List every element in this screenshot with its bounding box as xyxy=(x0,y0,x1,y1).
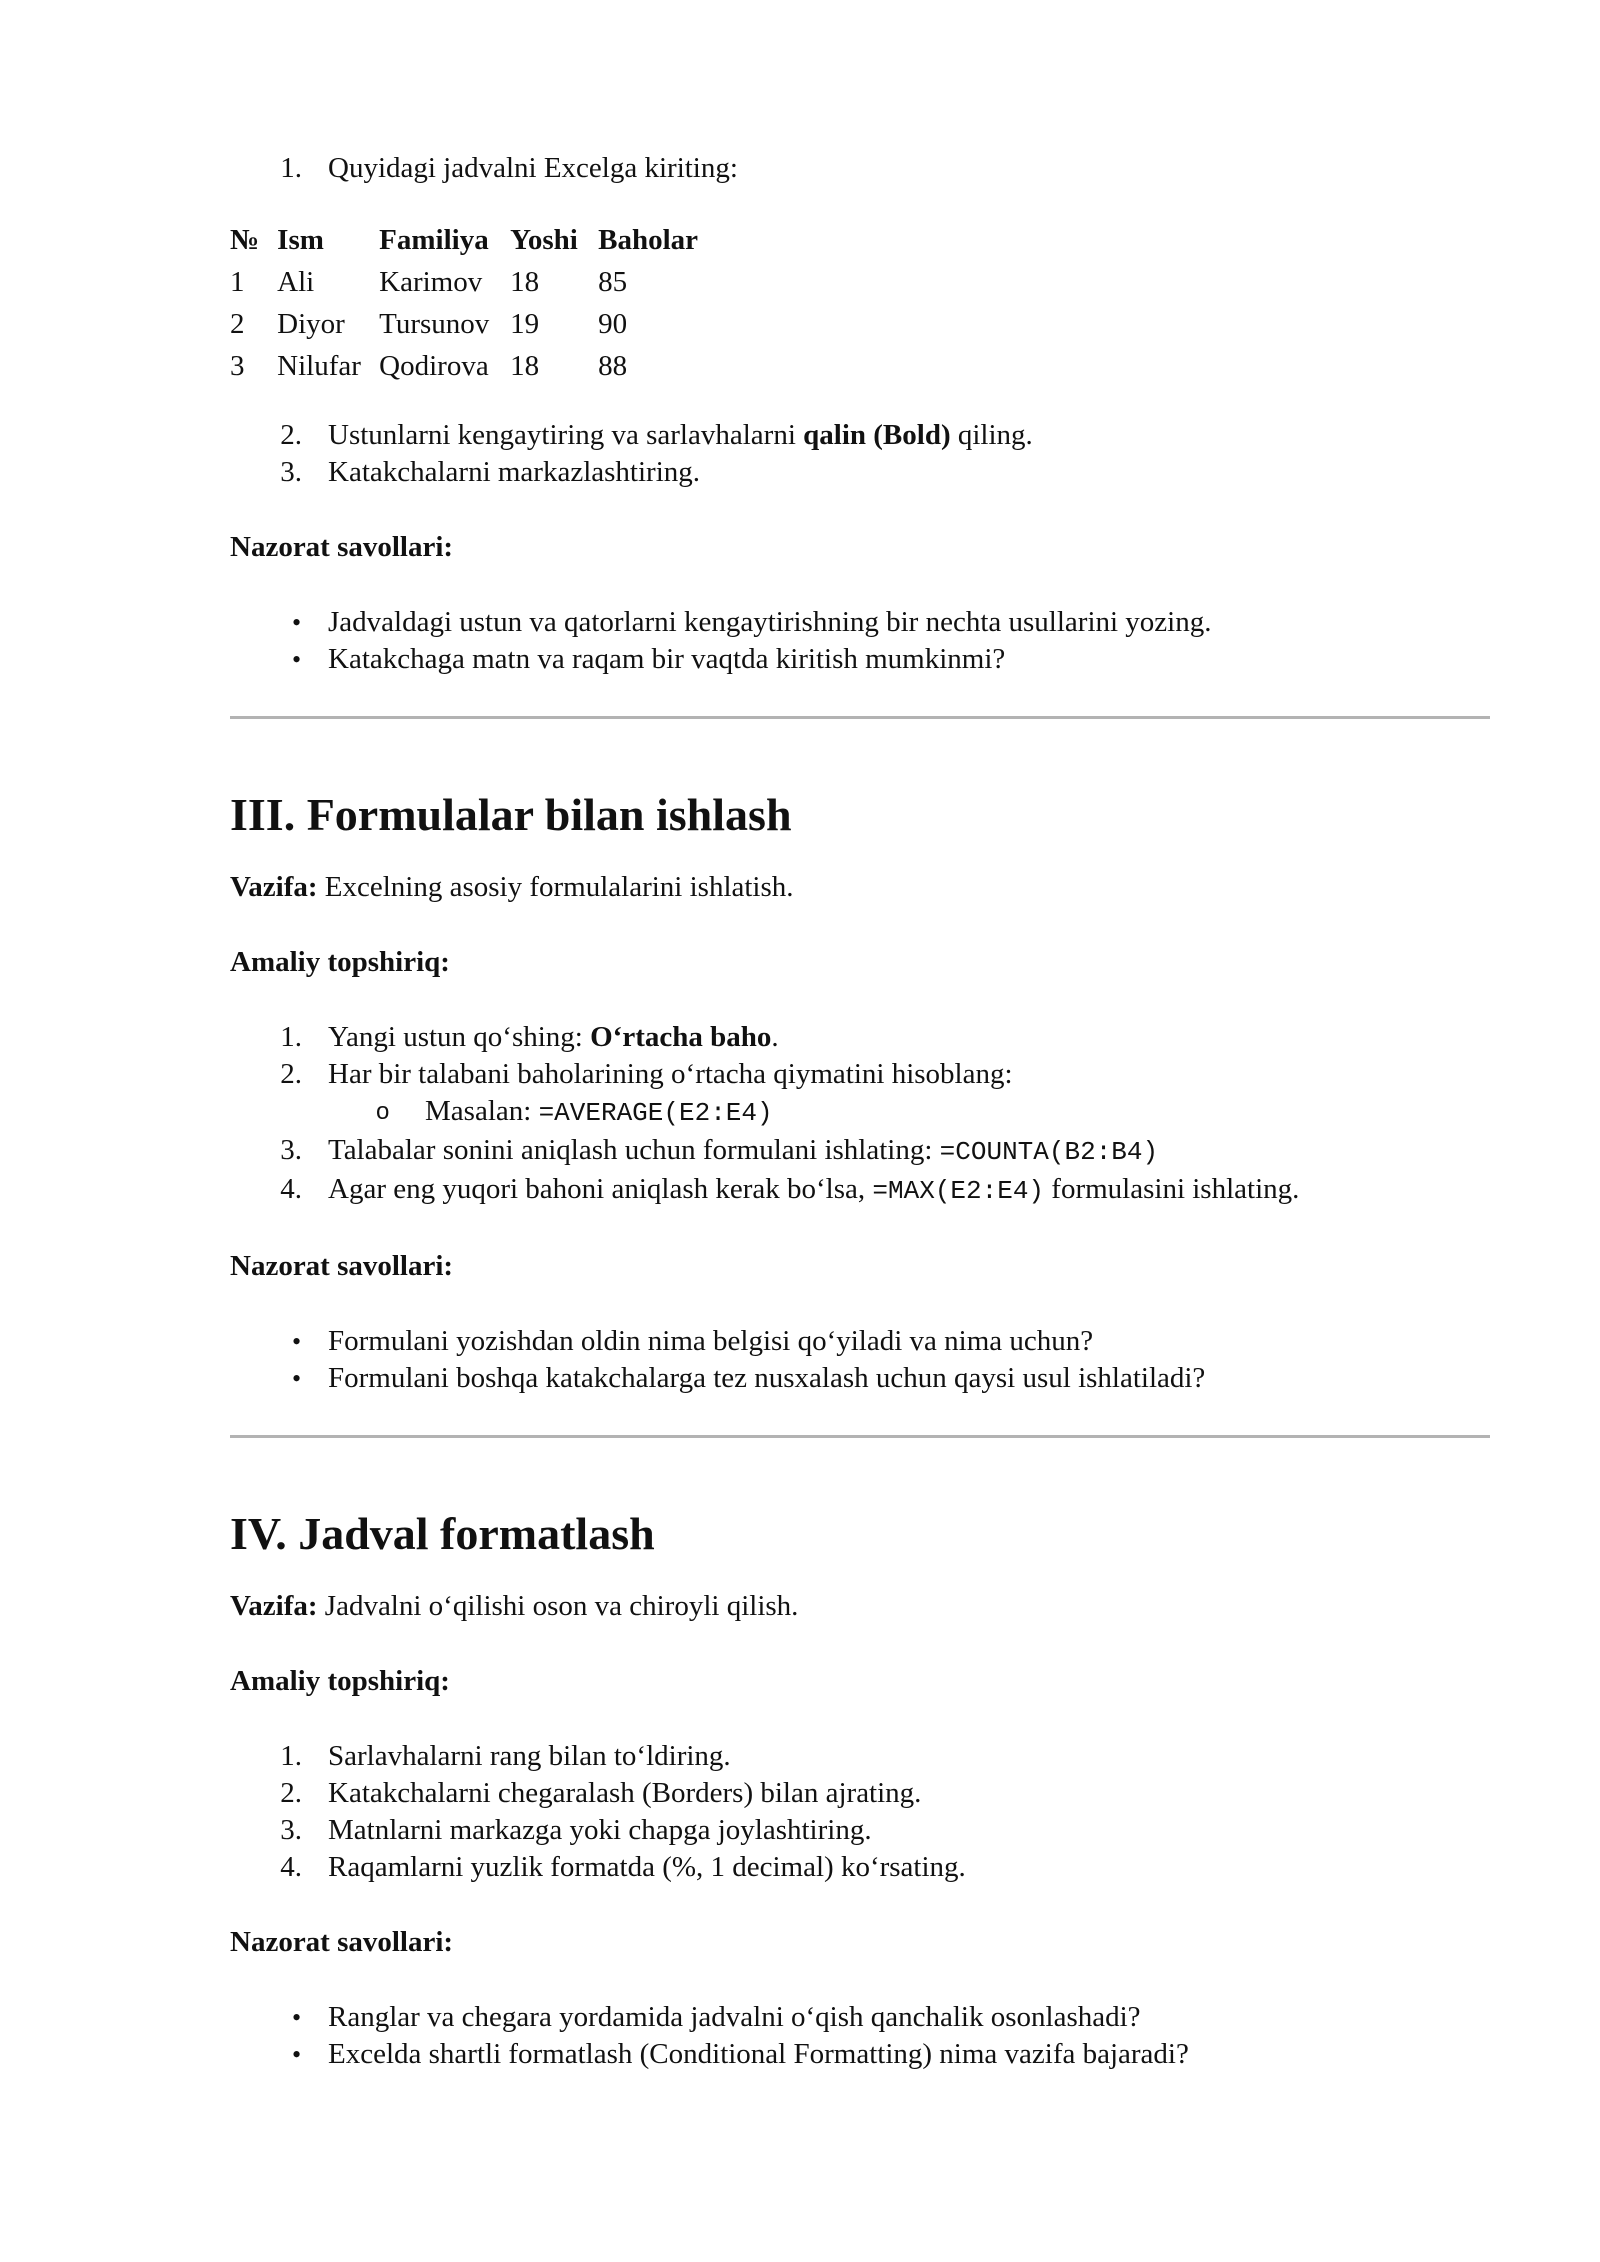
list-item xyxy=(230,2036,1490,2073)
task-list-section3 xyxy=(230,1019,1490,1210)
task-label: Vazifa: xyxy=(230,1590,318,1622)
bullet-icon: • xyxy=(292,1364,302,1393)
table-row xyxy=(230,261,702,303)
task-description xyxy=(230,1588,1490,1625)
student-table xyxy=(230,219,702,387)
list-item-text: Katakchalarni markazlashtiring. xyxy=(328,456,701,488)
list-number: 3. xyxy=(280,1814,302,1846)
table-cell: Diyor xyxy=(277,308,345,340)
table-cell: Karimov xyxy=(379,266,483,298)
list-item-text: Har bir talabani baholarining o‘rtacha qiymatini hisoblang: xyxy=(328,1058,1013,1090)
list-number: 2. xyxy=(280,1058,302,1090)
table-cell: Nilufar xyxy=(277,350,361,382)
list-item-text: Talabalar sonini aniqlash uchun formulani ishlating: xyxy=(328,1134,940,1166)
practice-title: Amaliy topshiriq: xyxy=(230,1665,450,1697)
list-item xyxy=(230,1360,1490,1397)
section-heading: IV. Jadval formatlash xyxy=(230,1508,655,1559)
list-item-text-end: qiling. xyxy=(950,419,1033,451)
bullet-icon: • xyxy=(292,2040,302,2069)
list-item xyxy=(230,454,1490,491)
question-text: Ranglar va chegara yordamida jadvalni o‘qish qanchalik osonlashadi? xyxy=(328,2001,1141,2033)
table-row xyxy=(230,345,702,387)
question-text: Formulani boshqa katakchalarga tez nusxalash uchun qaysi usul ishlatiladi? xyxy=(328,1362,1206,1394)
bullet-icon: • xyxy=(292,608,302,637)
table-cell: Ali xyxy=(277,266,315,298)
table-cell: 2 xyxy=(230,308,245,340)
list-item-bold: qalin (Bold) xyxy=(803,419,951,451)
document-page xyxy=(230,150,1490,2073)
questions-list-section3 xyxy=(230,1323,1490,1397)
formula-code: =MAX(E2:E4) xyxy=(872,1176,1045,1206)
task-description xyxy=(230,869,1490,906)
list-number: 2. xyxy=(280,1777,302,1809)
list-item xyxy=(230,1775,1490,1812)
sub-list-item xyxy=(230,1093,1490,1132)
list-item xyxy=(230,1056,1490,1093)
list-number: 2. xyxy=(280,419,302,451)
questions-list-section2 xyxy=(230,604,1490,678)
task-list-section2-cont xyxy=(230,417,1490,491)
question-text: Katakchaga matn va raqam bir vaqtda kiritish mumkinmi? xyxy=(328,643,1006,675)
table-cell: 19 xyxy=(510,308,540,340)
question-text: Jadvaldagi ustun va qatorlarni kengaytirishning bir nechta usullarini yozing. xyxy=(328,606,1212,638)
questions-title: Nazorat savollari: xyxy=(230,531,454,563)
table-cell: 3 xyxy=(230,350,245,382)
table-header-cell: Yoshi xyxy=(510,224,578,256)
list-number: 1. xyxy=(280,152,302,184)
questions-title: Nazorat savollari: xyxy=(230,1250,454,1282)
list-item xyxy=(230,150,1490,187)
questions-list-section4 xyxy=(230,1999,1490,2073)
list-item-text: Ustunlarni kengaytiring va sarlavhalarni xyxy=(328,419,804,451)
sub-item-text: Masalan: xyxy=(425,1095,539,1127)
table-row xyxy=(230,303,702,345)
practice-title: Amaliy topshiriq: xyxy=(230,946,450,978)
question-text: Excelda shartli formatlash (Conditional Formatting) nima vazifa bajaradi? xyxy=(328,2038,1189,2070)
list-number: 4. xyxy=(280,1851,302,1883)
list-item xyxy=(230,1132,1490,1171)
list-item-text: Quyidagi jadvalni Excelga kiriting: xyxy=(328,152,738,184)
table-cell: 88 xyxy=(598,350,628,382)
table-header-cell: Baholar xyxy=(598,224,699,256)
table-cell: Qodirova xyxy=(379,350,489,382)
task-text: Excelning asosiy formulalarini ishlatish. xyxy=(317,871,794,903)
bullet-icon: • xyxy=(292,645,302,674)
list-number: 1. xyxy=(280,1021,302,1053)
table-cell: Tursunov xyxy=(379,308,490,340)
list-item xyxy=(230,1812,1490,1849)
table-header-cell: Familiya xyxy=(379,224,489,256)
list-item-text-end: . xyxy=(771,1021,779,1053)
formula-code: =COUNTA(B2:B4) xyxy=(939,1137,1159,1167)
list-item xyxy=(230,1019,1490,1056)
table-cell: 1 xyxy=(230,266,245,298)
list-item xyxy=(230,1171,1490,1210)
list-item xyxy=(230,604,1490,641)
list-item-text: Raqamlarni yuzlik formatda (%, 1 decimal) ko‘rsating. xyxy=(328,1851,966,1883)
table-header-cell: Ism xyxy=(277,224,324,256)
bullet-icon: • xyxy=(292,1327,302,1356)
list-item xyxy=(230,1738,1490,1775)
task-list-section4 xyxy=(230,1738,1490,1886)
list-item xyxy=(230,641,1490,678)
questions-title: Nazorat savollari: xyxy=(230,1926,454,1958)
list-item-text-end: formulasini ishlating. xyxy=(1044,1173,1300,1205)
table-header-row xyxy=(230,219,702,261)
table-cell: 18 xyxy=(510,266,540,298)
list-item xyxy=(230,1323,1490,1360)
question-text: Formulani yozishdan oldin nima belgisi qo‘yiladi va nima uchun? xyxy=(328,1325,1094,1357)
list-item-text: Katakchalarni chegaralash (Borders) bilan ajrating. xyxy=(328,1777,922,1809)
list-item xyxy=(230,1999,1490,2036)
bullet-icon: • xyxy=(292,2003,302,2032)
list-number: 3. xyxy=(280,1134,302,1166)
list-item xyxy=(230,417,1490,454)
list-item-text: Yangi ustun qo‘shing: xyxy=(328,1021,591,1053)
list-item-text: Matnlarni markazga yoki chapga joylashtiring. xyxy=(328,1814,872,1846)
section-heading: III. Formulalar bilan ishlash xyxy=(230,789,792,840)
table-cell: 90 xyxy=(598,308,628,340)
list-number: 3. xyxy=(280,456,302,488)
list-item xyxy=(230,1849,1490,1886)
task-text: Jadvalni o‘qilishi oson va chiroyli qilish. xyxy=(317,1590,799,1622)
list-number: 1. xyxy=(280,1740,302,1772)
list-number: 4. xyxy=(280,1173,302,1205)
task-list-section2 xyxy=(230,150,1490,187)
list-item-bold: O‘rtacha baho xyxy=(590,1021,772,1053)
task-label: Vazifa: xyxy=(230,871,318,903)
formula-code: =AVERAGE(E2:E4) xyxy=(538,1098,773,1128)
table-cell: 18 xyxy=(510,350,540,382)
table-cell: 85 xyxy=(598,266,628,298)
list-item-text: Sarlavhalarni rang bilan to‘ldiring. xyxy=(328,1740,731,1772)
list-item-text: Agar eng yuqori bahoni aniqlash kerak bo‘lsa, xyxy=(328,1173,873,1205)
table-header-cell: № xyxy=(230,224,260,256)
sub-bullet-icon: o xyxy=(376,1098,390,1125)
